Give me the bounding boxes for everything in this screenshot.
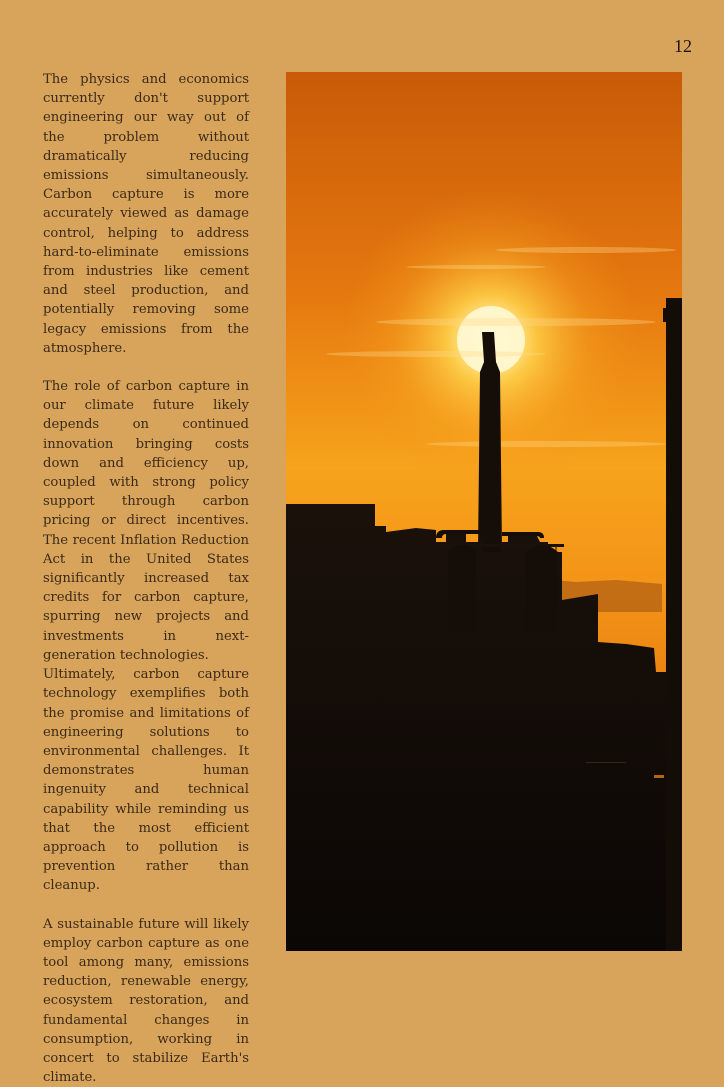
paragraph-3: Ultimately, carbon capture technology exemplifies both the promise and limitations of engineering solutions to environmental challenges. It demonstrates human ingenuity and technical capability while reminding us that the most efficient approach to pollution is prevention rather than cleanup. [43,667,249,894]
article-body [43,70,249,1087]
paragraph-2: The role of carbon capture in our climate future likely depends on continued innovation bringing costs down and efficiency up, coupled with strong policy support through carbon pricing or direct incentives. The recent Inflation Reduction Act in the United States significantly increased tax credits for carbon capture, spurring new projects and investments in next-generation technologies. [43,379,249,663]
right-chimney [666,298,682,951]
page-number: 12 [674,36,692,56]
sunset-factory-photo [286,72,682,951]
silo-left [448,544,476,632]
paragraph-1: The physics and economics currently don't support engineering our way out of the problem without dramatically reducing emissions simultaneously. Carbon capture is more accurately viewed as damage control, helping to address hard-to-eliminate emissions from industries like cement and steel production, and potentially removing some legacy emissions from the atmosphere. [43,72,249,356]
paragraph-4: A sustainable future will likely employ carbon capture as one tool among many, emissions reduction, renewable energy, ecosystem restoration, and fundamental changes in consumption, working in concert to stabilize Earth's climate. [43,916,249,1086]
silo-right [526,545,558,632]
